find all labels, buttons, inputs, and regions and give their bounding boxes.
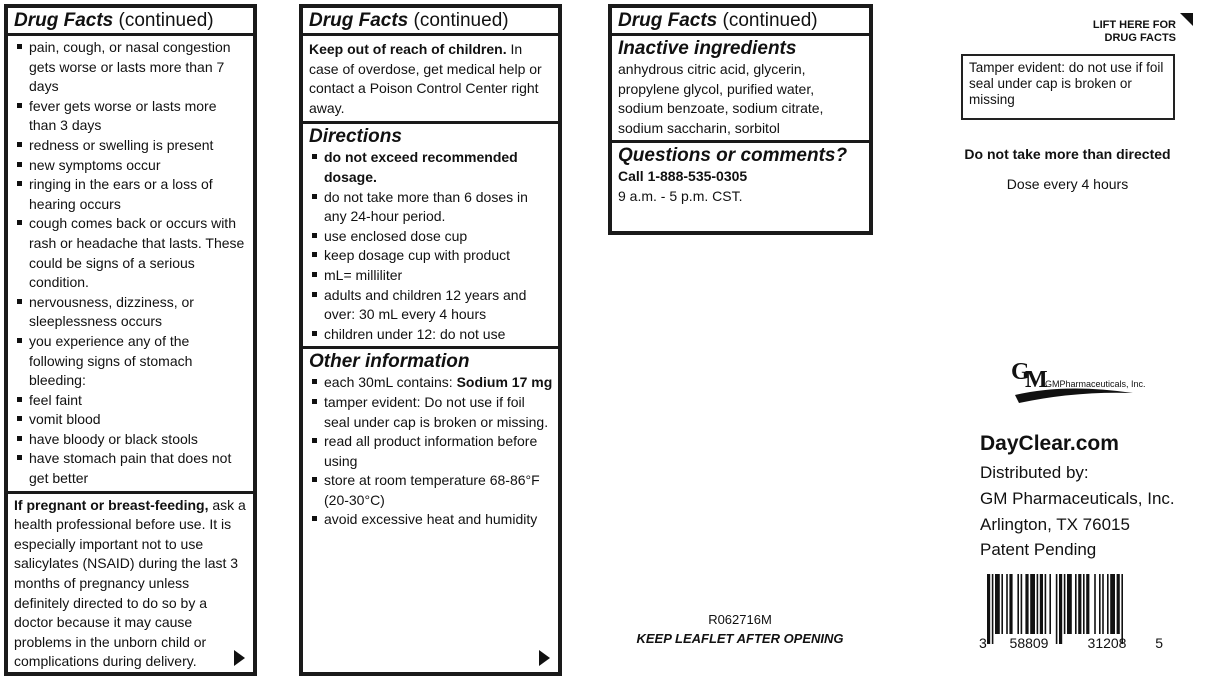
drug-facts-panel-1 bbox=[4, 4, 257, 676]
drug-facts-title: Drug Facts bbox=[309, 10, 409, 31]
gm-pharmaceuticals-logo bbox=[1005, 357, 1145, 417]
list-item: cough comes back or occurs with rash or headache that lasts. These could be signs of a serious condition. bbox=[14, 214, 247, 292]
keep-leaflet-notice: KEEP LEAFLET AFTER OPENING bbox=[636, 631, 844, 646]
barcode-bar bbox=[1086, 574, 1089, 634]
list-item: vomit blood bbox=[14, 410, 247, 430]
continued-label: (continued) bbox=[717, 10, 818, 31]
barcode-bar bbox=[1030, 574, 1035, 634]
list-item: have stomach pain that does not get better bbox=[14, 449, 247, 488]
barcode-bar bbox=[1078, 574, 1081, 634]
sodium-text: each 30mL contains: bbox=[324, 374, 457, 391]
other-information-list bbox=[309, 373, 552, 530]
pregnancy-warning bbox=[8, 494, 253, 674]
barcode-bar bbox=[1083, 574, 1085, 634]
list-item: do not exceed recommended dosage. bbox=[309, 148, 552, 187]
list-item: tamper evident: Do not use if foil seal under cap is broken or missing. bbox=[309, 393, 552, 432]
tamper-evident-box: Tamper evident: do not use if foil seal under cap is broken or missing bbox=[961, 54, 1175, 120]
barcode-bar bbox=[1025, 574, 1028, 634]
list-item: mL= milliliter bbox=[309, 266, 552, 286]
barcode-bar bbox=[1009, 574, 1012, 634]
barcode-bar bbox=[1064, 574, 1066, 634]
list-item bbox=[309, 373, 552, 393]
company-city: Arlington, TX 76015 bbox=[980, 515, 1130, 534]
barcode-bar bbox=[1021, 574, 1023, 634]
directions-section bbox=[303, 124, 558, 346]
lift-here-label[interactable] bbox=[1093, 19, 1176, 45]
corner-arrow-icon bbox=[1180, 13, 1193, 26]
dose-frequency: Dose every 4 hours bbox=[1006, 176, 1129, 192]
svg-text:M: M bbox=[1025, 367, 1048, 393]
list-item: read all product information before using bbox=[309, 432, 552, 471]
barcode-bar bbox=[1117, 574, 1120, 634]
barcode-bar bbox=[1045, 574, 1047, 634]
barcode-bar bbox=[1107, 574, 1109, 634]
drug-facts-title: Drug Facts bbox=[14, 10, 114, 31]
panel-header bbox=[303, 8, 558, 36]
barcode-digits: 3 bbox=[979, 635, 987, 650]
drug-facts-panel-3 bbox=[608, 4, 873, 235]
barcode-bar bbox=[1049, 574, 1051, 634]
hours: 9 a.m. - 5 p.m. CST. bbox=[618, 187, 743, 204]
questions-section bbox=[612, 143, 869, 208]
inactive-ingredients-section bbox=[612, 36, 869, 140]
keep-text: In case of overdose, get medical help or contact a Poison Control Center right away. bbox=[309, 41, 542, 116]
list-item: new symptoms occur bbox=[14, 156, 247, 176]
barcode-bar bbox=[1094, 574, 1096, 634]
phone-number: Call 1-888-535-0305 bbox=[618, 168, 748, 185]
list-item: adults and children 12 years and over: 30 mL every 4 hours bbox=[309, 286, 552, 325]
pregnancy-bold: If pregnant or breast-feeding, bbox=[14, 496, 209, 513]
directions-title: Directions bbox=[309, 126, 402, 148]
list-item: feel faint bbox=[14, 391, 247, 411]
lift-line-1: LIFT HERE FOR bbox=[1092, 19, 1176, 31]
company-name: GM Pharmaceuticals, Inc. bbox=[980, 489, 1175, 508]
barcode-digits: 58809 bbox=[1009, 635, 1049, 650]
continued-label: (continued) bbox=[408, 10, 509, 31]
stop-use-list bbox=[14, 38, 247, 489]
questions-title: Questions or comments? bbox=[618, 145, 848, 167]
directions-list bbox=[309, 148, 552, 344]
continue-arrow-icon bbox=[234, 650, 245, 666]
barcode-bar bbox=[1099, 574, 1101, 634]
stop-use-section bbox=[8, 36, 253, 491]
list-item: pain, cough, or nasal congestion gets worse or lasts more than 7 days bbox=[14, 38, 247, 97]
sodium-bold: Sodium 17 mg bbox=[456, 374, 553, 391]
barcode-bar bbox=[1037, 574, 1039, 634]
list-item: you experience any of the following signs of stomach bleeding: bbox=[14, 332, 247, 391]
barcode-bar bbox=[1067, 574, 1072, 634]
inactive-ingredients-title: Inactive ingredients bbox=[618, 38, 797, 59]
svg-text:GMPharmaceuticals, Inc.: GMPharmaceuticals, Inc. bbox=[1045, 379, 1145, 389]
barcode-bar bbox=[987, 574, 990, 644]
barcode-bar bbox=[1056, 574, 1058, 644]
svg-text:G: G bbox=[1011, 359, 1030, 385]
barcode-bar bbox=[1001, 574, 1003, 634]
barcode-bar bbox=[1059, 574, 1062, 644]
barcode bbox=[977, 574, 1167, 650]
barcode-bar bbox=[1040, 574, 1043, 634]
barcode-bar bbox=[1017, 574, 1019, 634]
continue-arrow-icon bbox=[539, 650, 550, 666]
barcode-bar bbox=[1110, 574, 1115, 634]
website: DayClear.com bbox=[980, 432, 1119, 455]
other-information-section bbox=[303, 349, 558, 532]
list-item: children under 12: do not use bbox=[309, 325, 552, 345]
lot-code: R062716M bbox=[708, 612, 772, 627]
barcode-bar bbox=[1121, 574, 1123, 644]
barcode-bar bbox=[992, 574, 994, 644]
pregnancy-text: ask a health professional before use. It is especially important not to use salicylates (NSAID) during the last 3 months of pregnancy unless definitely directed to do so by a doctor because it may cause problems in the unborn child or complications during delivery. bbox=[14, 496, 246, 670]
barcode-bar bbox=[1102, 574, 1104, 634]
distributed-by: Distributed by: bbox=[980, 463, 1089, 482]
panel-header bbox=[612, 8, 869, 36]
list-item: do not take more than 6 doses in any 24-hour period. bbox=[309, 188, 552, 227]
list-item: avoid excessive heat and humidity bbox=[309, 510, 552, 530]
barcode-digits: 5 bbox=[1155, 635, 1163, 650]
do-not-take-more: Do not take more than directed bbox=[964, 146, 1171, 162]
drug-facts-title: Drug Facts bbox=[618, 10, 718, 31]
list-item: redness or swelling is present bbox=[14, 136, 247, 156]
list-item: keep dosage cup with product bbox=[309, 246, 552, 266]
list-item: store at room temperature 68-86°F (20-30°C) bbox=[309, 471, 552, 510]
list-item: ringing in the ears or a loss of hearing occurs bbox=[14, 175, 247, 214]
lift-line-2: DRUG FACTS bbox=[1104, 32, 1176, 44]
list-item: fever gets worse or lasts more than 3 days bbox=[14, 97, 247, 136]
other-information-title: Other information bbox=[309, 351, 470, 373]
inactive-ingredients-text: anhydrous citric acid, glycerin, propylene glycol, purified water, sodium benzoate, sodium citrate, sodium saccharin, sorbitol bbox=[618, 61, 824, 136]
continued-label: (continued) bbox=[113, 10, 214, 31]
list-item: nervousness, dizziness, or sleeplessness occurs bbox=[14, 293, 247, 332]
list-item: use enclosed dose cup bbox=[309, 227, 552, 247]
barcode-digits: 31208 bbox=[1087, 635, 1127, 650]
panel-header bbox=[8, 8, 253, 36]
list-item: have bloody or black stools bbox=[14, 430, 247, 450]
patent-pending: Patent Pending bbox=[980, 540, 1097, 559]
barcode-bar bbox=[1075, 574, 1077, 634]
keep-out-of-reach bbox=[303, 36, 558, 121]
barcode-bar bbox=[995, 574, 1000, 634]
keep-bold: Keep out of reach of children. bbox=[309, 41, 507, 57]
drug-facts-panel-2 bbox=[299, 4, 562, 676]
barcode-bar bbox=[1006, 574, 1008, 634]
